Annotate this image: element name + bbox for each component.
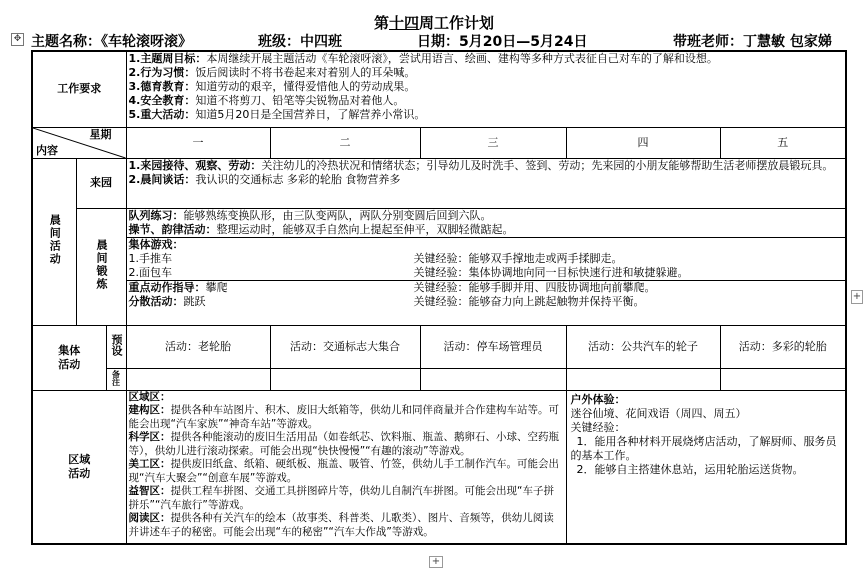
work-item: 4.安全教育：知道不将剪刀、铅笔等尖锐物品对着他人。 xyxy=(128,94,405,107)
title-week-number: 十四 xyxy=(388,14,419,32)
table-move-handle-icon[interactable]: ✥ xyxy=(11,33,24,46)
area-activity-label: 区域活动 xyxy=(32,390,126,544)
date-range: 日期：5月20日—5月24日 xyxy=(417,34,588,50)
morning-exercise-content: 队列练习：能够熟练变换队形，由三队变两队，两队分别变圆后回到六队。 操节、韵律活动：整理运动时，能够双手自然向上提起至伸平，双脚轻微踮起。 集体游戏： 1.手推车 关键经验：能够双手撑地走或两手揉脚走。 2.面包车 关键经验：集体协调地向同一目标快速行进和敏捷躲避。 重点动作指导：攀爬 关键经验：能够手脚并用、四肢协调地向前攀爬。 分散活动：跳跃 关键经验：能够奋力向上跳起触物并保持平衡。 xyxy=(126,208,846,325)
preset-label: 预设 xyxy=(106,325,126,368)
document-title xyxy=(0,12,868,33)
day-header-fri: 五 xyxy=(720,127,846,158)
outdoor-experience-content: 户外体验： 迷谷仙境、花间戏语（周四、周五） 关键经验： 1．能用各种材料开展烧烤店活动，了解厨师、服务员的基本工作。 2．能够自主搭建休息站，运用轮胎运送货物。 xyxy=(566,390,846,544)
weekly-plan-table xyxy=(31,50,847,545)
add-row-button[interactable]: + xyxy=(429,556,443,568)
morning-exercise-label: 晨间锻炼 xyxy=(76,208,126,325)
area-zones-content: 区域区： 建构区：提供各种车站图片、积木、废旧大纸箱等，供幼儿和同伴商量并合作建构车站等。可能会出现“汽车家族”“神奇车站”等游戏。 科学区：提供各种能滚动的废旧生活用品（如卷纸芯、饮料瓶、瓶盖、鹅卵石、小球、空药瓶等），供幼儿进行滚动探索。可能会出现“快快慢慢”“有趣的滚动”等游戏。 美工区：提供废旧纸盒、纸箱、硬纸板、瓶盖、吸管、竹签，供幼儿手工制作汽车。可能会出现“汽车大聚会”“创意车展”等游戏。 益智区：提供工程车拼图、交通工具拼图碎片等，供幼儿自制汽车拼图。可能会出现“车子拼拼乐”“汽车旅行”等游戏。 阅读区：提供各种有关汽车的绘本（故事类、科普类、儿歌类）、图片、音频等，供幼儿阅读并讲述车子的秘密。可能会出现“车的秘密”“汽车大作战”等游戏。 xyxy=(126,390,566,544)
day-header-mon: 一 xyxy=(126,127,270,158)
theme-name: 主题名称：《车轮滚呀滚》 xyxy=(31,34,192,50)
collective-activity-mon: 活动：老轮胎 xyxy=(126,325,270,368)
collective-activity-tue: 活动：交通标志大集合 xyxy=(270,325,420,368)
arrival-content: 1.来园接待、观察、劳动：关注幼儿的冷热状况和情绪状态；引导幼儿及时洗手、签到、劳动；先来园的小朋友能够帮助生活老师摆放晨锻玩具。 2.晨间谈话：我认识的交通标志 多彩的轮胎 食物营养多 xyxy=(126,158,846,208)
title-prefix: 第 xyxy=(373,14,389,32)
title-suffix: 周工作计划 xyxy=(419,14,495,32)
arrival-label: 来园 xyxy=(76,158,126,208)
day-header-tue: 二 xyxy=(270,127,420,158)
note-label: 备注 xyxy=(106,368,126,390)
note-fri xyxy=(720,368,846,390)
note-thu xyxy=(566,368,720,390)
corner-content-label: 内容 xyxy=(36,143,58,157)
class-name: 班级：中四班 xyxy=(258,34,342,50)
corner-weekday-label: 星期 xyxy=(89,127,112,141)
note-mon xyxy=(126,368,270,390)
work-requirements xyxy=(126,51,846,127)
teacher-names: 带班老师：丁慧敏 包家娣 xyxy=(673,34,832,50)
note-wed xyxy=(420,368,566,390)
work-item: 2.行为习惯：饭后阅读时不将书卷起来对着别人的耳朵喊。 xyxy=(128,66,416,79)
day-header-thu: 四 xyxy=(566,127,720,158)
morning-activity-label: 晨间活动 xyxy=(32,158,76,325)
collective-activity-thu: 活动：公共汽车的轮子 xyxy=(566,325,720,368)
note-tue xyxy=(270,368,420,390)
add-column-button[interactable]: + xyxy=(852,291,862,302)
collective-activity-label: 集体活动 xyxy=(32,325,106,390)
work-item: 5.重大活动：知道5月20日是全国营养日，了解营养小常识。 xyxy=(128,108,426,121)
work-requirements-label: 工作要求 xyxy=(32,51,126,127)
work-item: 3.德育教育：知道劳动的艰辛，懂得爱惜他人的劳动成果。 xyxy=(128,80,416,93)
work-item: 1.主题周目标：本周继续开展主题活动《车轮滚呀滚》，尝试用语言、绘画、建构等多种方式表征自己对车的了解和设想。 xyxy=(128,52,718,65)
collective-activity-wed: 活动：停车场管理员 xyxy=(420,325,566,368)
collective-activity-fri: 活动：多彩的轮胎 xyxy=(720,325,846,368)
day-header-wed: 三 xyxy=(420,127,566,158)
day-content-corner xyxy=(32,127,126,158)
